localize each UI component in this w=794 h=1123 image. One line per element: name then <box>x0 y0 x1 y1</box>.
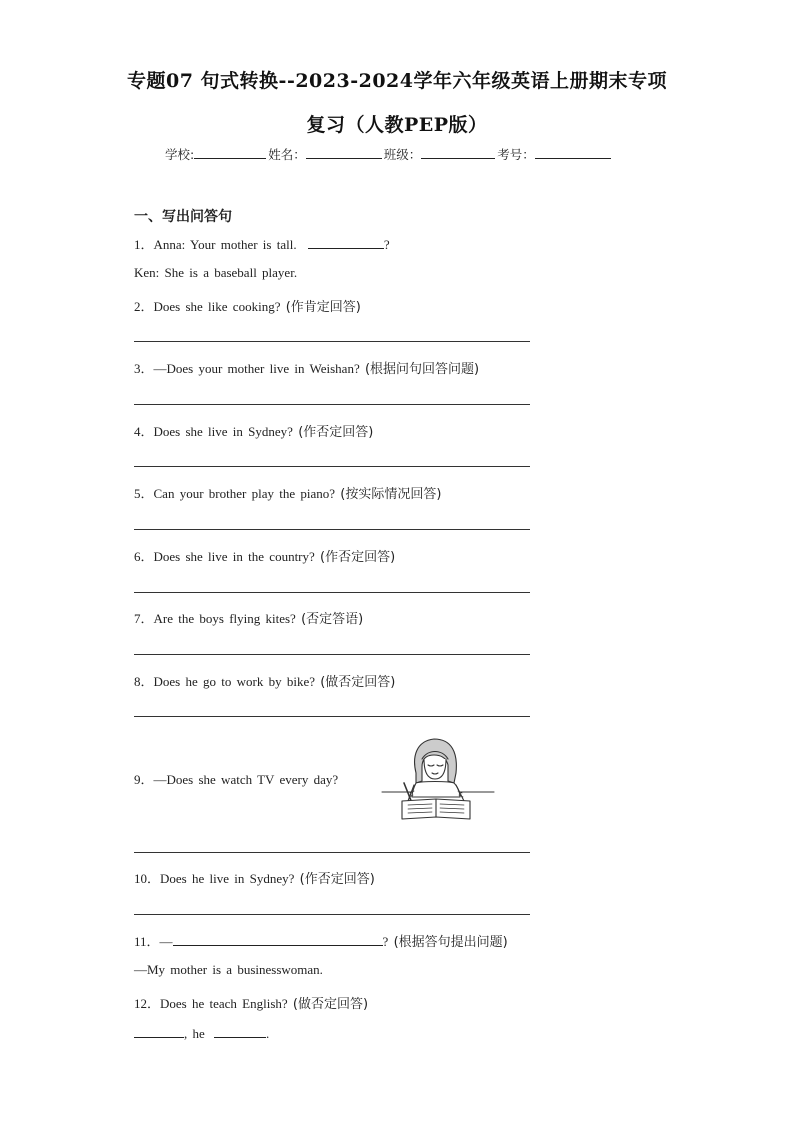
answer-line-8[interactable] <box>134 716 530 717</box>
exam-no-field[interactable] <box>535 146 611 159</box>
question-number: 4． <box>134 424 154 439</box>
question-text: Does he go to work by bike? <box>153 674 321 689</box>
question-hint: (按实际情况回答) <box>340 487 442 502</box>
girl-face <box>424 759 446 779</box>
question-number: 11． <box>134 934 160 949</box>
question-12 <box>134 993 368 1012</box>
question-hint: (根据答句提出问题) <box>393 935 508 950</box>
question-8 <box>134 671 395 690</box>
question-hint: (作否定回答) <box>299 872 375 887</box>
question-hint: (做否定回答) <box>292 997 369 1012</box>
answer-line-5[interactable] <box>134 529 530 530</box>
school-field[interactable] <box>194 146 266 159</box>
question-text: Can your brother play the piano? <box>153 486 341 501</box>
student-info-row <box>165 145 613 163</box>
question-number: 2． <box>134 299 154 314</box>
question-text: Anna: Your mother is tall. <box>153 237 302 252</box>
question-number: 8． <box>134 674 154 689</box>
question-number: 7． <box>134 611 154 626</box>
period: . <box>266 1026 270 1041</box>
school-label: 学校: <box>165 147 195 162</box>
answer-line-3[interactable] <box>134 404 530 405</box>
question-hint: (作肯定回答) <box>285 300 361 315</box>
question-hint: (根据问句回答问题) <box>364 362 480 377</box>
question-10 <box>134 868 375 887</box>
comma-he: , he <box>184 1026 211 1041</box>
question-1-reply: Ken: She is a baseball player. <box>134 265 298 280</box>
answer-line-6[interactable] <box>134 592 530 593</box>
question-mark: ? <box>382 934 394 949</box>
name-label: 姓名： <box>268 147 306 162</box>
question-number: 9． <box>134 772 154 787</box>
question-text: Does she live in Sydney? <box>153 424 299 439</box>
question-text: —Does she watch TV every day? <box>153 772 339 787</box>
question-hint: (做否定回答) <box>320 675 396 690</box>
question-mark: ? <box>383 237 390 252</box>
answer-blank-2[interactable] <box>214 1025 266 1038</box>
question-text: Are the boys flying kites? <box>153 611 302 626</box>
answer-blank[interactable] <box>308 236 384 249</box>
question-number: 10． <box>134 871 161 886</box>
answer-line-2[interactable] <box>134 341 530 342</box>
class-label: 班级： <box>383 147 422 162</box>
girl-reading-illustration <box>378 735 496 825</box>
question-7 <box>134 608 363 627</box>
question-2 <box>134 296 361 315</box>
answer-blank[interactable] <box>173 933 383 946</box>
question-1 <box>134 234 390 253</box>
question-text: Does he teach English? <box>160 996 293 1011</box>
question-9 <box>134 769 338 788</box>
question-text: Does she live in the country? <box>153 549 321 564</box>
question-11 <box>134 931 508 950</box>
answer-line-10[interactable] <box>134 914 530 915</box>
question-3 <box>134 358 479 377</box>
question-text: Does she like cooking? <box>153 299 286 314</box>
question-hint: (作否定回答) <box>320 550 396 565</box>
question-4 <box>134 421 373 440</box>
class-field[interactable] <box>421 146 495 159</box>
question-hint: (否定答语) <box>301 612 364 627</box>
question-text: Does he live in Sydney? <box>160 871 300 886</box>
question-hint: (作否定回答) <box>298 425 374 440</box>
answer-blank-1[interactable] <box>134 1025 184 1038</box>
question-12-answer <box>134 1025 269 1042</box>
question-5 <box>134 483 441 502</box>
answer-line-9[interactable] <box>134 852 530 853</box>
question-6 <box>134 546 395 565</box>
name-field[interactable] <box>306 146 382 159</box>
question-11-reply: —My mother is a businesswoman. <box>134 962 323 977</box>
question-number: 6． <box>134 549 154 564</box>
page-title-line2: 复习（人教PEP版） <box>306 114 488 136</box>
girl-body <box>412 782 460 798</box>
exam-no-label: 考号： <box>497 147 535 162</box>
page-title-line1: 专题07 句式转换--2023-2024学年六年级英语上册期末专项 <box>127 70 667 92</box>
question-number: 3． <box>134 361 154 376</box>
question-number: 5． <box>134 486 154 501</box>
section-heading: 一、写出问答句 <box>134 209 232 225</box>
question-text: —Does your mother live in Weishan? <box>153 361 365 376</box>
answer-line-7[interactable] <box>134 654 530 655</box>
answer-line-4[interactable] <box>134 466 530 467</box>
dash: — <box>159 934 173 949</box>
question-number: 12． <box>134 996 161 1011</box>
question-number: 1． <box>134 237 154 252</box>
